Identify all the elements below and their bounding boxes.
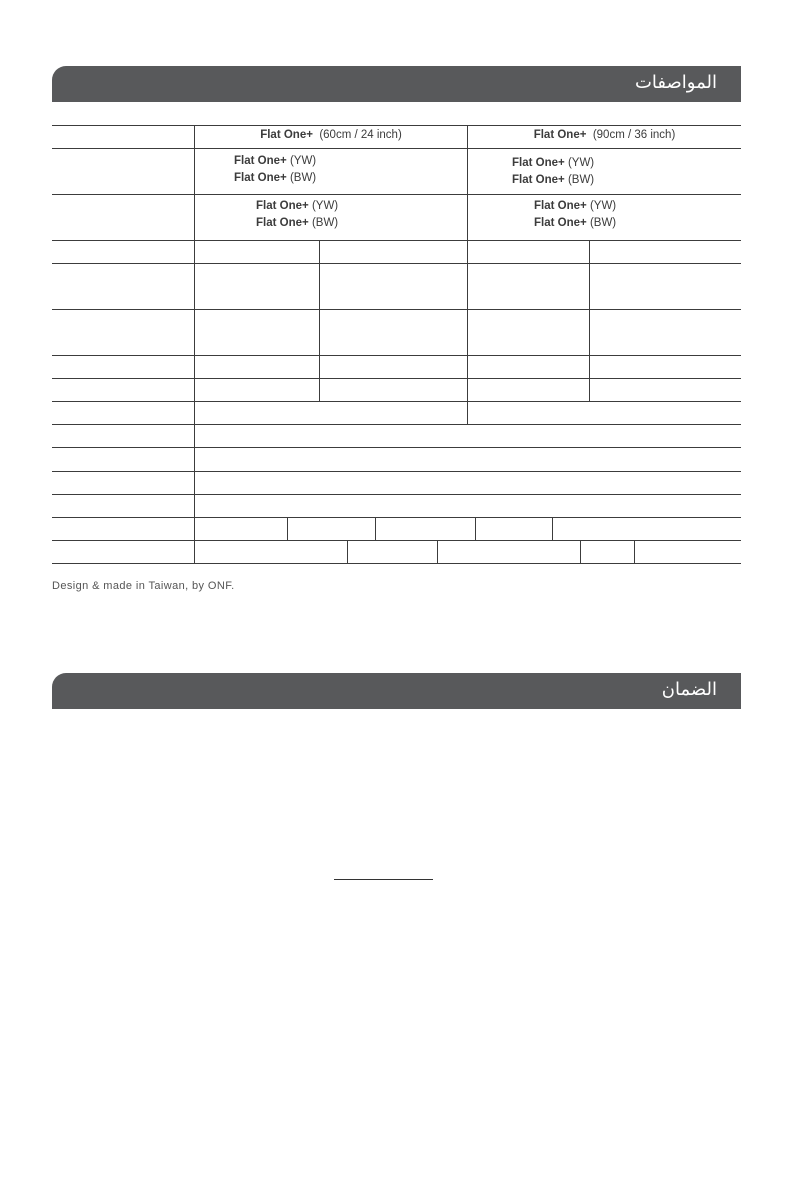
- table-rule: [52, 401, 741, 402]
- table-rule: [52, 447, 741, 448]
- table-column-divider: [475, 517, 476, 540]
- table-column-divider: [552, 517, 553, 540]
- table-rule: [52, 148, 741, 149]
- table-column-divider: [287, 517, 288, 540]
- model-size: (90cm / 36 inch): [592, 129, 676, 141]
- variant-yw-90cm: Flat One+ (YW): [534, 200, 617, 212]
- warranty-title: الضمان: [661, 679, 717, 700]
- table-rule: [52, 263, 741, 264]
- table-rule: [52, 563, 741, 564]
- variant-bw-90cm: Flat One+ (BW): [512, 174, 595, 186]
- table-column-divider: [580, 540, 581, 563]
- specifications-title: المواصفات: [634, 72, 717, 93]
- table-rule: [52, 424, 741, 425]
- column-header-60cm: [195, 129, 467, 141]
- table-rule: [52, 309, 741, 310]
- table-rule: [52, 517, 741, 518]
- made-in-note: Design & made in Taiwan, by ONF.: [52, 580, 235, 592]
- variant-yw-60cm: Flat One+ (YW): [234, 155, 317, 167]
- column-header-90cm: [468, 129, 741, 141]
- table-rule: [52, 355, 741, 356]
- variant-bw-60cm: Flat One+ (BW): [234, 172, 317, 184]
- table-rule: [52, 194, 741, 195]
- variant-yw-90cm: Flat One+ (YW): [512, 157, 595, 169]
- table-column-divider: [589, 240, 590, 401]
- table-rule: [52, 378, 741, 379]
- variant-bw-90cm: Flat One+ (BW): [534, 217, 617, 229]
- warranty-header-bar: [52, 673, 741, 709]
- variant-yw-60cm: Flat One+ (YW): [256, 200, 339, 212]
- table-column-divider: [194, 125, 195, 563]
- model-name: Flat One+: [533, 129, 587, 141]
- table-rule: [52, 240, 741, 241]
- table-column-divider: [437, 540, 438, 563]
- table-rule: [52, 494, 741, 495]
- table-column-divider: [634, 540, 635, 563]
- signature-line: [334, 879, 433, 880]
- table-column-divider: [375, 517, 376, 540]
- table-rule: [52, 471, 741, 472]
- variant-bw-60cm: Flat One+ (BW): [256, 217, 339, 229]
- model-size: (60cm / 24 inch): [319, 129, 402, 141]
- model-name: Flat One+: [260, 129, 313, 141]
- table-column-divider: [467, 125, 468, 424]
- table-column-divider: [347, 540, 348, 563]
- specifications-header-bar: [52, 66, 741, 102]
- table-rule: [52, 540, 741, 541]
- table-column-divider: [319, 240, 320, 401]
- table-rule: [52, 125, 741, 126]
